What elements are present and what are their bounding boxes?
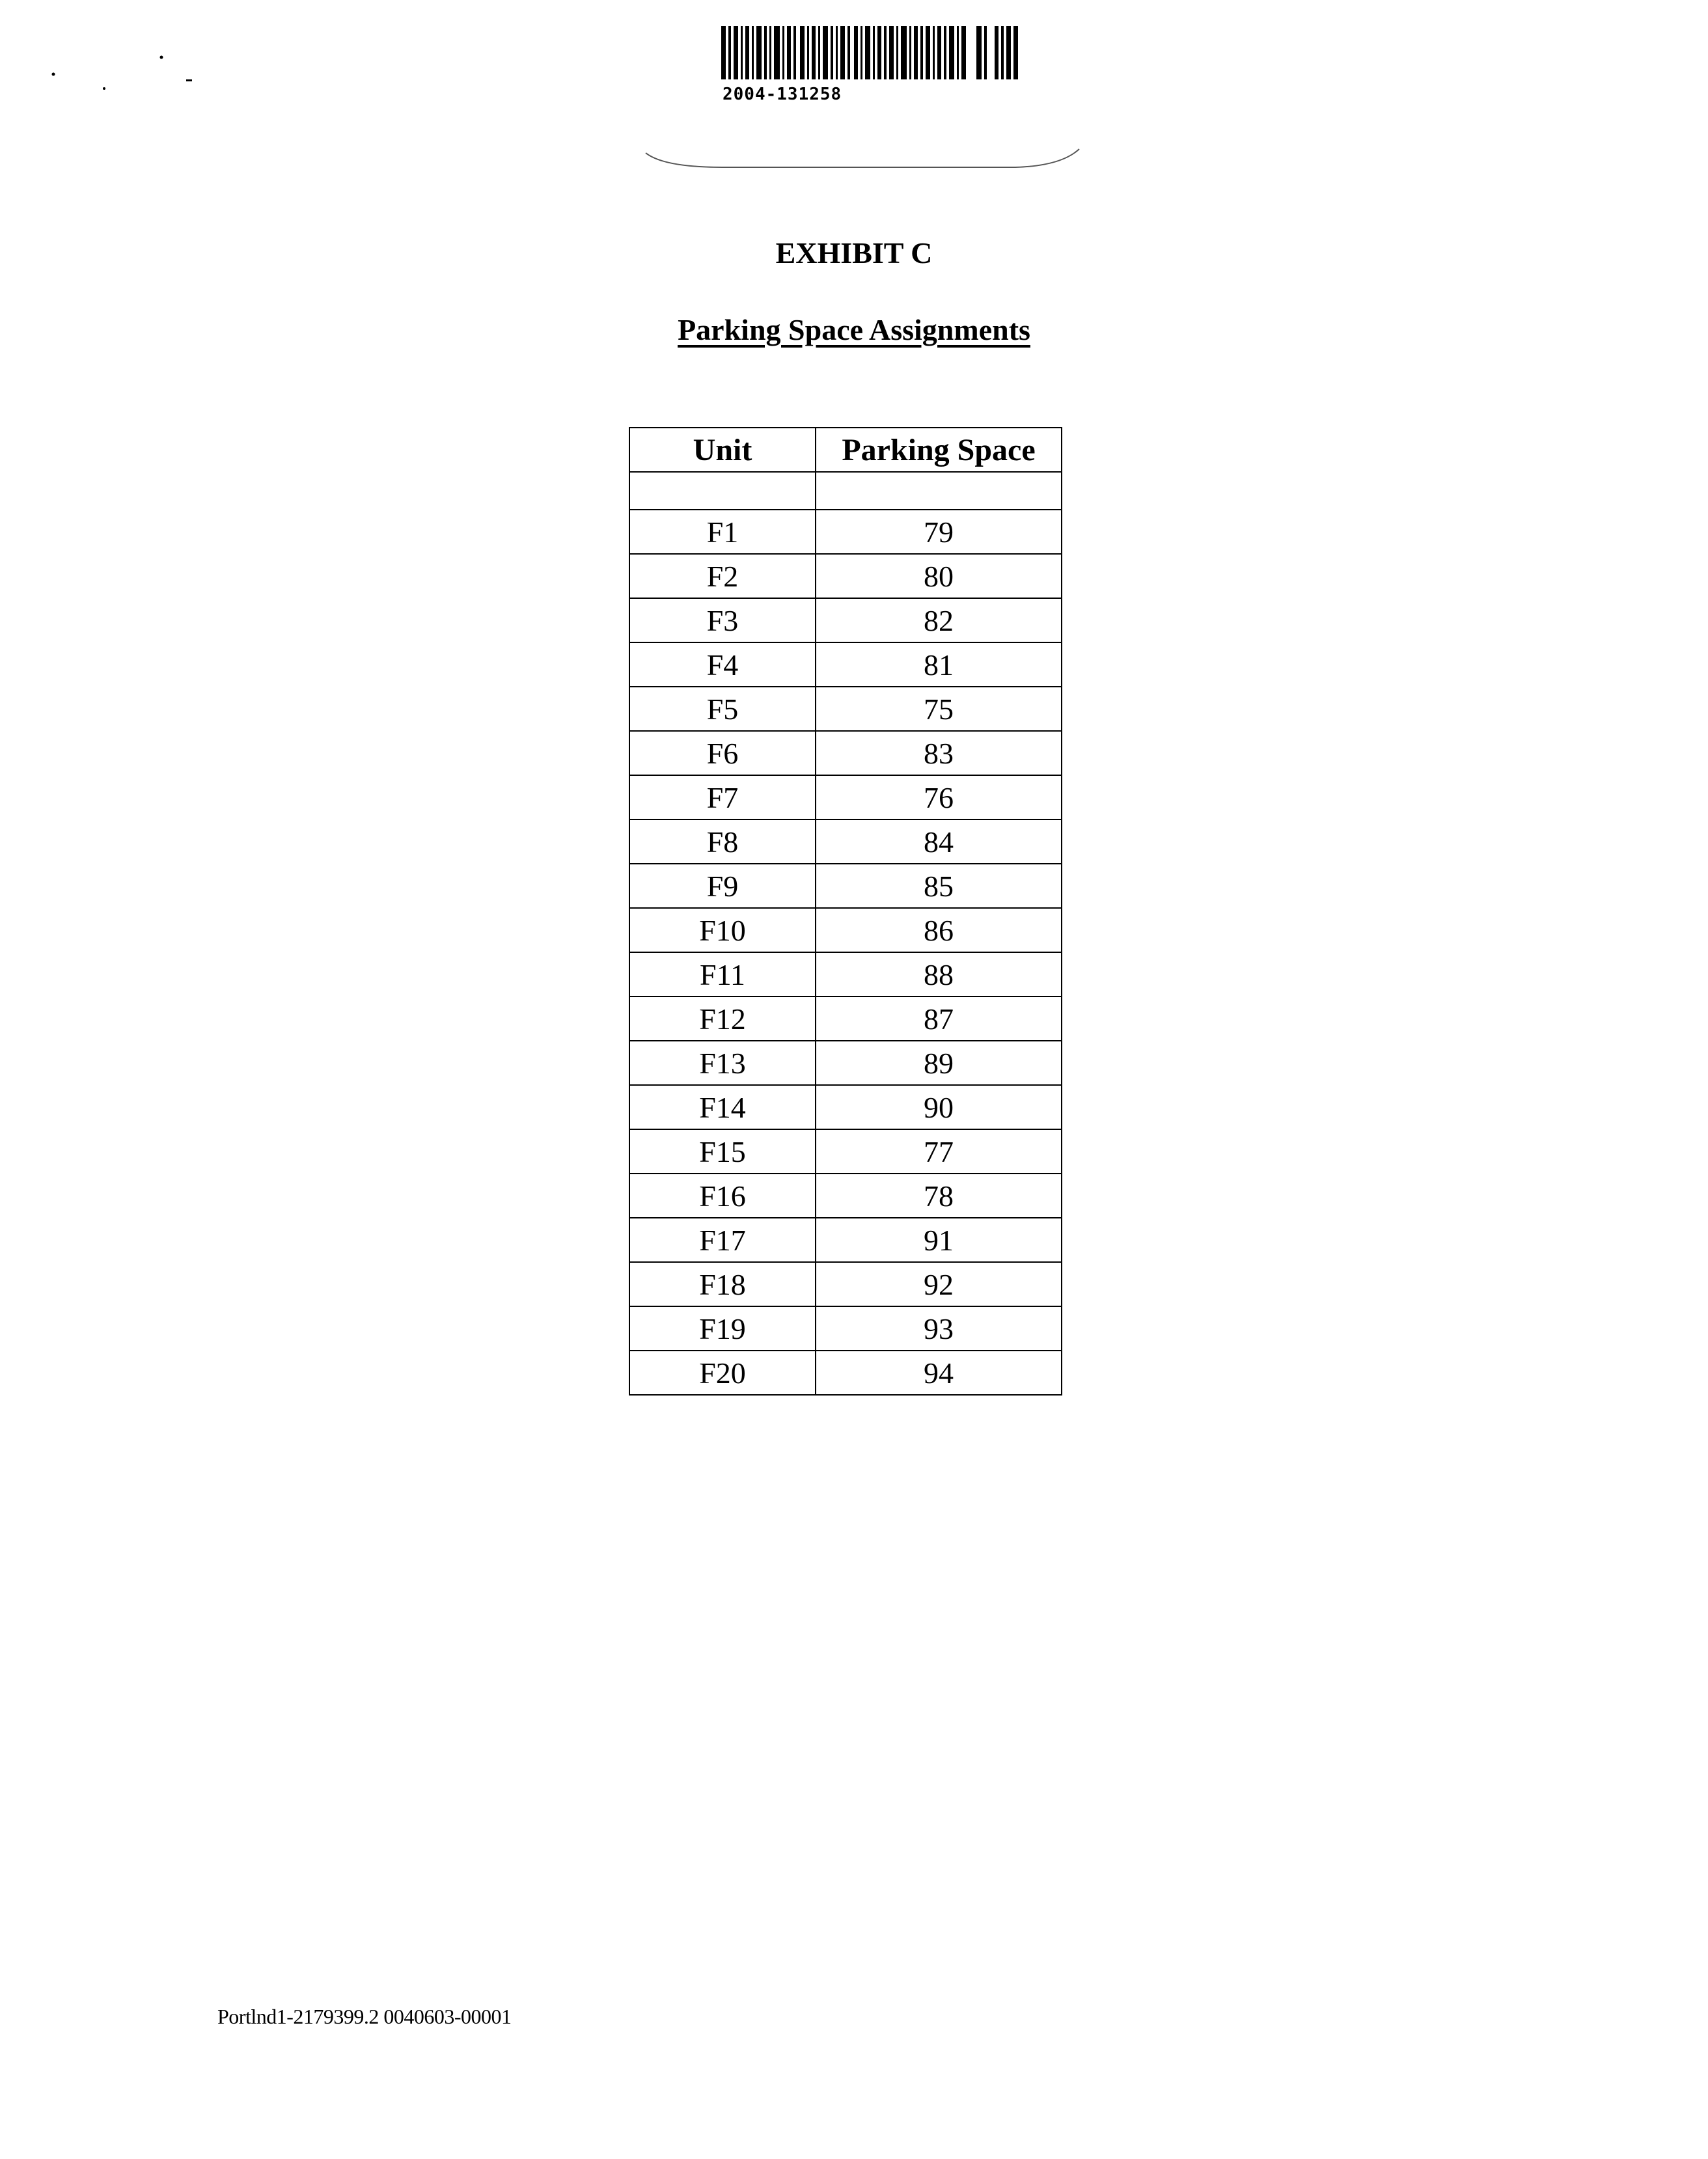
table-row: [629, 1262, 1062, 1306]
parking-space-cell: 75: [816, 687, 1062, 731]
parking-space-cell: 84: [816, 819, 1062, 864]
unit-cell: F18: [629, 1262, 816, 1306]
parking-space-cell: 83: [816, 731, 1062, 775]
unit-cell: F1: [629, 510, 816, 554]
unit-cell: F17: [629, 1218, 816, 1262]
parking-space-cell: 93: [816, 1306, 1062, 1351]
parking-space-cell: 78: [816, 1174, 1062, 1218]
table-row: [629, 952, 1062, 997]
table-row: [629, 819, 1062, 864]
parking-space-cell: 86: [816, 908, 1062, 952]
table-row: [629, 1351, 1062, 1395]
parking-space-cell: 81: [816, 642, 1062, 687]
unit-cell: F13: [629, 1041, 816, 1085]
unit-cell: F9: [629, 864, 816, 908]
stamp-edge-line: [644, 146, 1081, 172]
unit-cell: F15: [629, 1129, 816, 1174]
parking-space-cell: 94: [816, 1351, 1062, 1395]
table-row: [629, 472, 1062, 510]
unit-cell: F7: [629, 775, 816, 819]
unit-cell: F4: [629, 642, 816, 687]
unit-cell: F2: [629, 554, 816, 598]
parking-space-cell: 80: [816, 554, 1062, 598]
parking-assignments-table: [629, 427, 1062, 1396]
table-row: [629, 908, 1062, 952]
parking-space-cell: 90: [816, 1085, 1062, 1129]
exhibit-title: EXHIBIT C: [775, 236, 933, 269]
table-row: [629, 864, 1062, 908]
table-row: [629, 1218, 1062, 1262]
scan-specks: [39, 46, 208, 111]
table-row: [629, 1306, 1062, 1351]
unit-cell: F10: [629, 908, 816, 952]
unit-cell: [629, 472, 816, 510]
unit-cell: F8: [629, 819, 816, 864]
table-row: [629, 997, 1062, 1041]
unit-cell: F5: [629, 687, 816, 731]
parking-space-cell: 82: [816, 598, 1062, 642]
unit-cell: F6: [629, 731, 816, 775]
table-row: [629, 1174, 1062, 1218]
table-row: [629, 775, 1062, 819]
parking-space-cell: 76: [816, 775, 1062, 819]
table-row: [629, 642, 1062, 687]
parking-space-cell: 88: [816, 952, 1062, 997]
table-header-row: [629, 428, 1062, 472]
unit-cell: F14: [629, 1085, 816, 1129]
parking-space-cell: 87: [816, 997, 1062, 1041]
unit-cell: F19: [629, 1306, 816, 1351]
table-row: [629, 1129, 1062, 1174]
table-row: [629, 554, 1062, 598]
table-row: [629, 598, 1062, 642]
table-row: [629, 687, 1062, 731]
unit-cell: F20: [629, 1351, 816, 1395]
unit-column-header: Unit: [629, 428, 816, 472]
parking-space-cell: 91: [816, 1218, 1062, 1262]
barcode-number: 2004-131258: [723, 85, 842, 104]
parking-space-column-header: Parking Space: [816, 428, 1062, 472]
parking-space-cell: [816, 472, 1062, 510]
parking-space-cell: 79: [816, 510, 1062, 554]
unit-cell: F12: [629, 997, 816, 1041]
table-row: [629, 1041, 1062, 1085]
table-row: [629, 510, 1062, 554]
unit-cell: F16: [629, 1174, 816, 1218]
barcode: [721, 26, 1018, 79]
exhibit-subtitle: Parking Space Assignments: [678, 313, 1030, 346]
table-row: [629, 731, 1062, 775]
parking-space-cell: 77: [816, 1129, 1062, 1174]
unit-cell: F11: [629, 952, 816, 997]
parking-space-cell: 85: [816, 864, 1062, 908]
parking-space-cell: 89: [816, 1041, 1062, 1085]
parking-space-cell: 92: [816, 1262, 1062, 1306]
table-row: [629, 1085, 1062, 1129]
document-footer-id: Portlnd1-2179399.2 0040603-00001: [217, 2005, 512, 2028]
unit-cell: F3: [629, 598, 816, 642]
